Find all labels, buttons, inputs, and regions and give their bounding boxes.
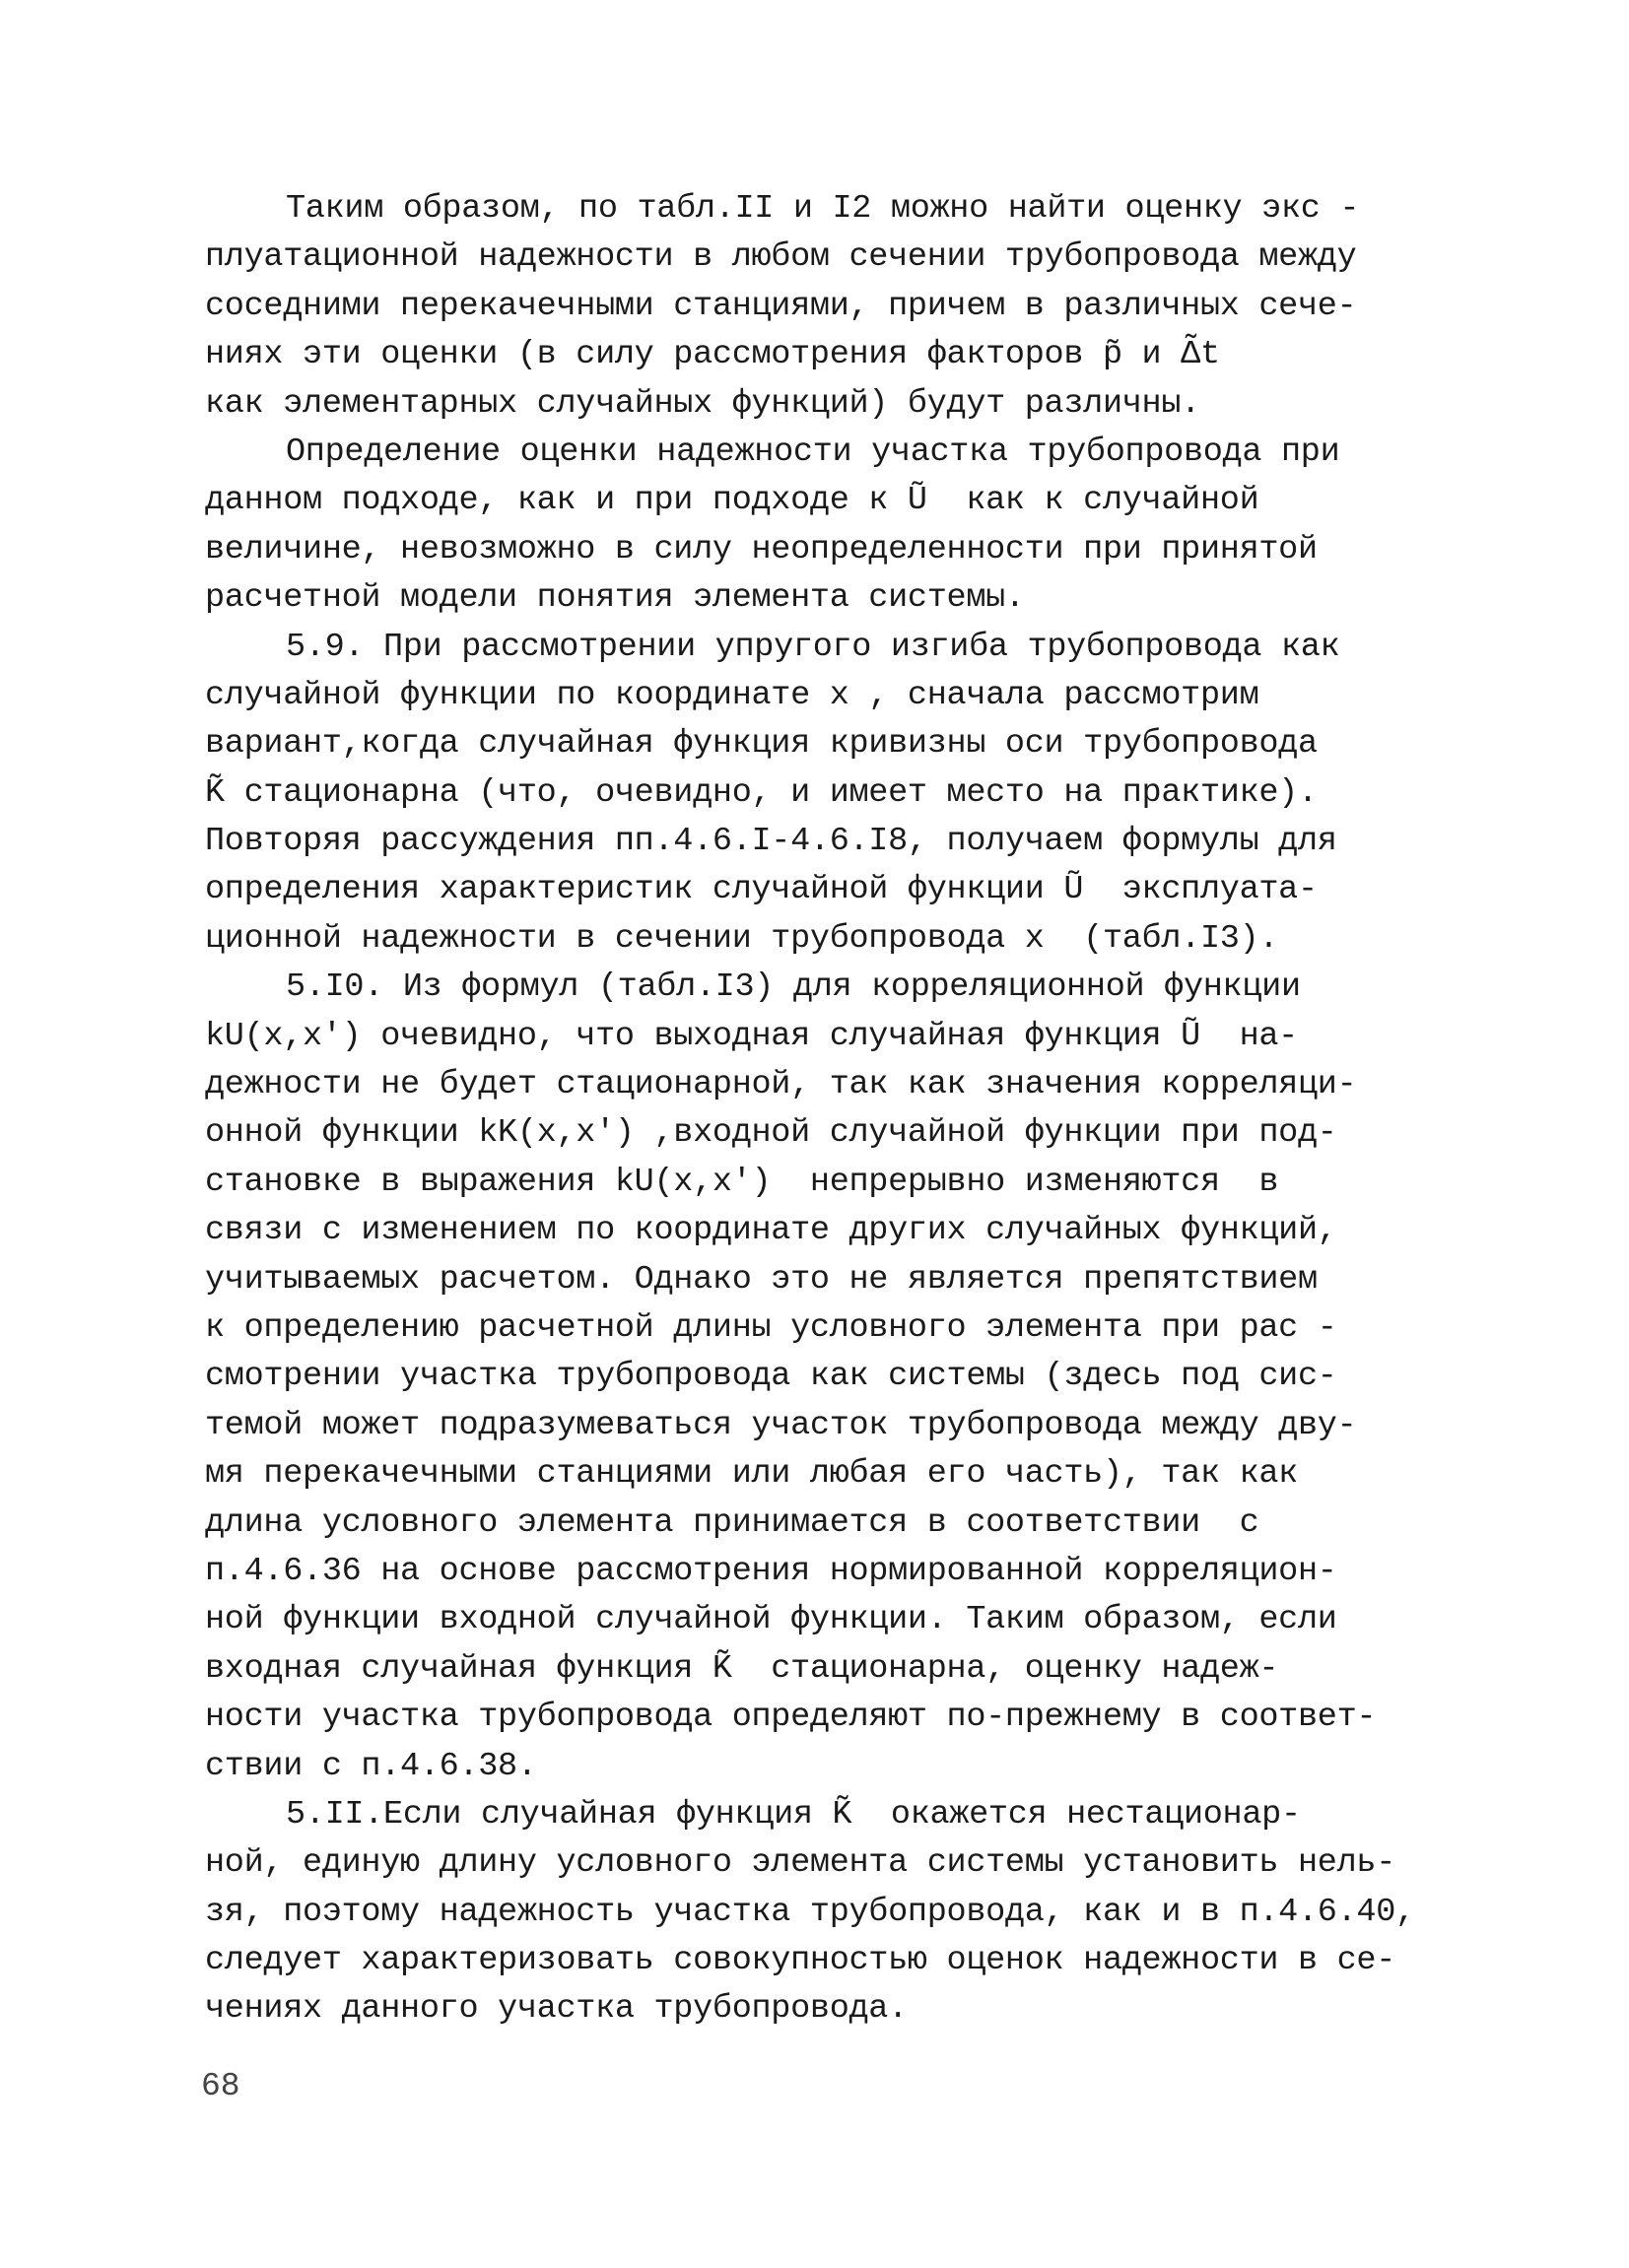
- text-line: онной функции kK(x,x') ,входной случайной функции при под-: [205, 1114, 1337, 1153]
- page-number: 68: [201, 2068, 240, 2104]
- text-line: становке в выражения kU(x,x') непрерывно изменяются в: [205, 1163, 1279, 1201]
- text-line: 5.II.Если случайная функция K̃ окажется нестационар-: [286, 1795, 1301, 1834]
- text-line: данном подходе, как и при подходе к Ũ как к случайной: [205, 482, 1259, 520]
- text-line: расчетной модели понятия элемента системы.: [205, 579, 1025, 618]
- text-line: смотрении участка трубопровода как системы (здесь под сис-: [205, 1358, 1337, 1396]
- text-line: связи с изменением по координате других случайных функций,: [205, 1212, 1337, 1250]
- text-line: плуатационной надежности в любом сечении трубопровода между: [205, 238, 1357, 277]
- body-text: [205, 185, 1447, 2035]
- text-line: темой может подразумеваться участок трубопровода между дву-: [205, 1406, 1357, 1444]
- text-line: ствии с п.4.6.38.: [205, 1747, 537, 1785]
- text-line: следует характеризовать совокупностью оценок надежности в се-: [205, 1942, 1396, 1980]
- text-line: K̃ стационарна (что, очевидно, и имеет место на практике).: [205, 773, 1318, 812]
- text-line: как элементарных случайных функций) будут различны.: [205, 384, 1200, 423]
- text-line: ной функции входной случайной функции. Таким образом, если: [205, 1601, 1337, 1639]
- text-line: ниях эти оценки (в силу рассмотрения факторов p̃ и Δ̃t: [205, 336, 1220, 374]
- text-line: величине, невозможно в силу неопределенности при принятой: [205, 530, 1318, 568]
- text-line: ной, единую длину условного элемента системы установить нель-: [205, 1844, 1396, 1883]
- text-line: случайной функции по координате x , сначала рассмотрим: [205, 676, 1259, 714]
- text-line: Повторяя рассуждения пп.4.6.I-4.6.I8, получаем формулы для: [205, 823, 1337, 861]
- text-line: учитываемых расчетом. Однако это не является препятствием: [205, 1260, 1318, 1299]
- text-line: Определение оценки надежности участка трубопровода при: [286, 433, 1340, 471]
- text-line: зя, поэтому надежность участка трубопровода, как и в п.4.6.40,: [205, 1893, 1415, 1931]
- text-line: Таким образом, по табл.II и I2 можно найти оценку экс -: [286, 190, 1360, 228]
- text-line: 5.9. При рассмотрении упругого изгиба трубопровода как: [286, 628, 1340, 666]
- text-line: к определению расчетной длины условного элемента при рас -: [205, 1308, 1337, 1347]
- text-line: длина условного элемента принимается в соответствии с: [205, 1503, 1259, 1542]
- text-line: вариант,когда случайная функция кривизны оси трубопровода: [205, 725, 1318, 764]
- text-line: чениях данного участка трубопровода.: [205, 1990, 908, 2029]
- text-line: соседними перекачечными станциями, причем в различных сече-: [205, 287, 1357, 325]
- text-line: дежности не будет стационарной, так как значения корреляци-: [205, 1066, 1357, 1104]
- text-line: ности участка трубопровода определяют по-прежнему в соответ-: [205, 1699, 1377, 1737]
- text-line: п.4.6.36 на основе рассмотрения нормированной корреляцион-: [205, 1552, 1337, 1590]
- text-line: входная случайная функция K̃ стационарна, оценку надеж-: [205, 1649, 1279, 1688]
- text-line: ционной надежности в сечении трубопровода x (табл.I3).: [205, 919, 1279, 958]
- text-line: мя перекачечными станциями или любая его часть), так как: [205, 1455, 1298, 1494]
- text-line: определения характеристик случайной функции Ũ эксплуата-: [205, 871, 1318, 909]
- text-line: 5.I0. Из формул (табл.I3) для корреляционной функции: [286, 968, 1301, 1007]
- text-line: kU(x,x') очевидно, что выходная случайная функция Ũ на-: [205, 1017, 1298, 1055]
